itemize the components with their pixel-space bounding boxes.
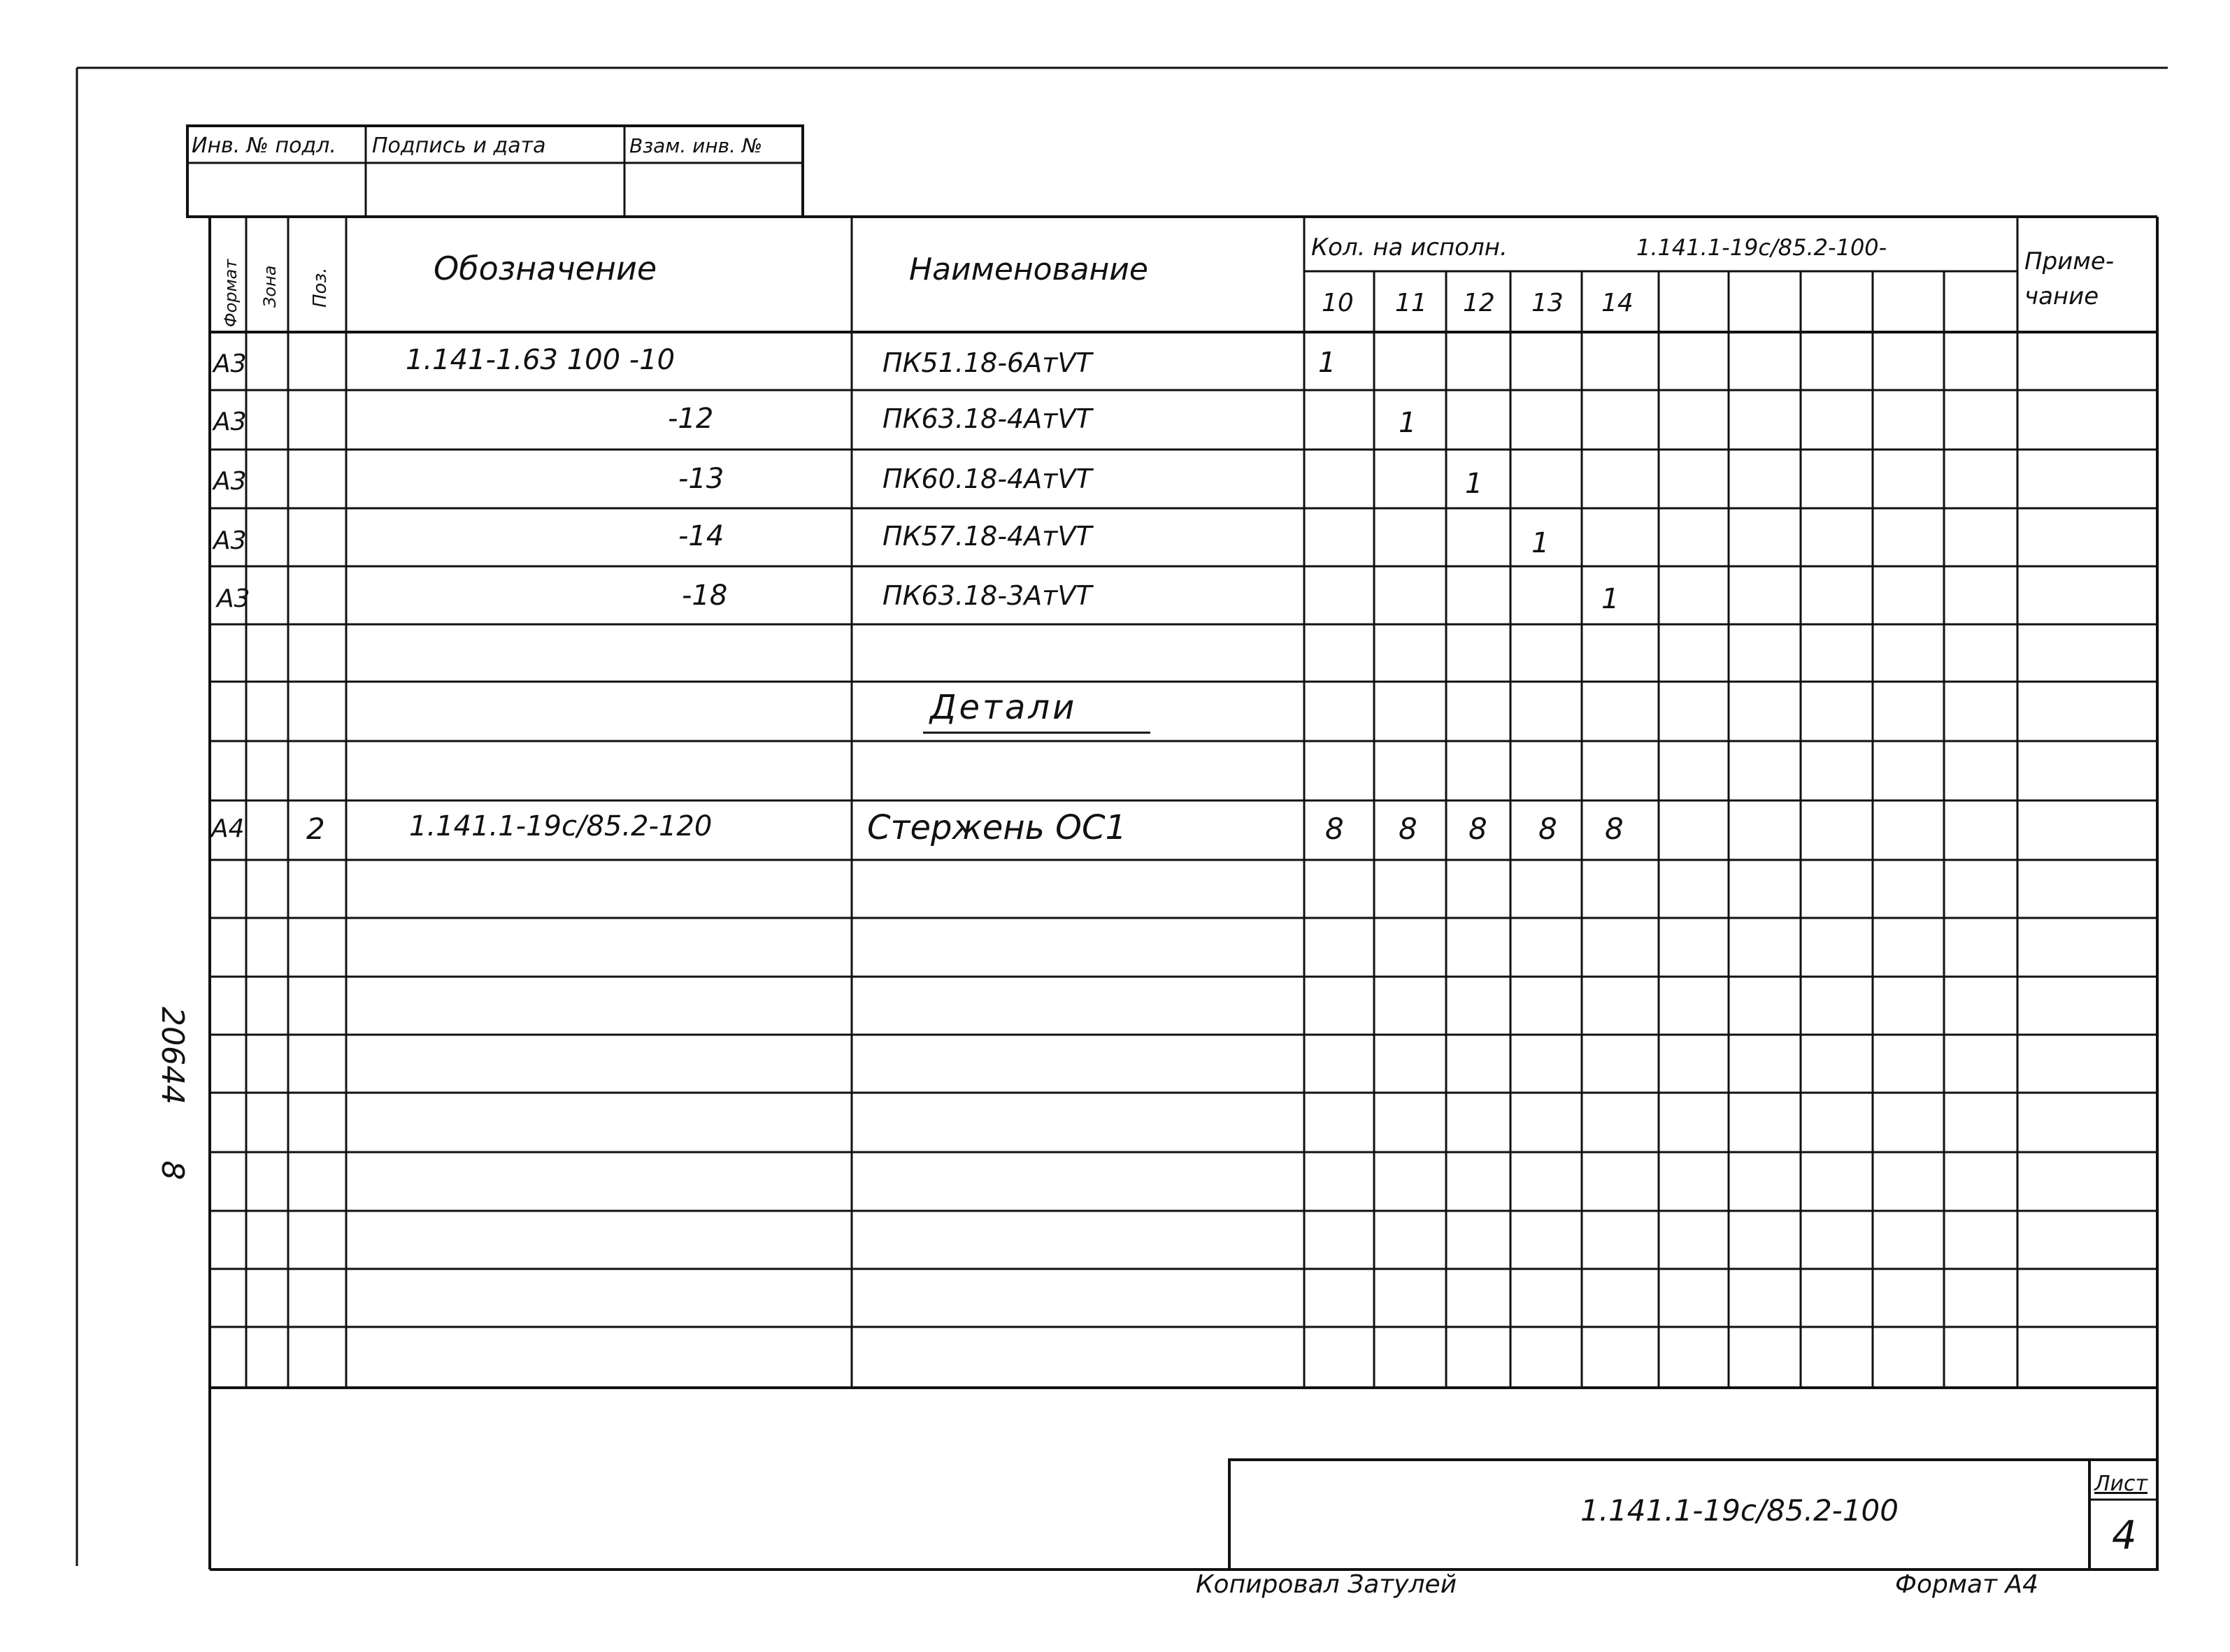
row-designation: 1.141-1.63 100 -10 — [406, 344, 676, 376]
section-title: Детали — [930, 688, 1078, 727]
variant-col-10: 10 — [1322, 289, 1354, 317]
stamp-inv-label: Инв. № подл. — [192, 134, 336, 158]
row-qty: 1 — [1601, 583, 1620, 615]
row-format: А3 — [213, 526, 247, 555]
row-designation: -13 — [678, 463, 724, 495]
row-qty: 1 — [1465, 468, 1483, 500]
row-name: ПК63.18-4АтⅤТ — [882, 403, 1092, 434]
pos-header: Поз. — [310, 267, 331, 308]
zone-header: Зона — [260, 265, 280, 308]
row-designation: -12 — [668, 403, 714, 435]
row-qty: 1 — [1318, 347, 1336, 379]
row-name: ПК51.18-6АтⅤТ — [882, 347, 1092, 378]
part-qty-13: 8 — [1538, 812, 1557, 846]
doc-code: 1.141.1-19с/85.2-100 — [1580, 1493, 1899, 1528]
name-header: Наименование — [909, 252, 1148, 287]
variant-col-11: 11 — [1395, 289, 1427, 317]
row-format: А3 — [213, 350, 247, 378]
variant-col-12: 12 — [1463, 289, 1495, 317]
side-number: 20644 — [155, 1007, 190, 1105]
part-pos: 2 — [306, 812, 325, 846]
footer-format: Формат А4 — [1895, 1570, 2039, 1599]
row-designation: -14 — [678, 520, 724, 552]
row-format: А3 — [213, 467, 247, 496]
row-qty: 1 — [1531, 527, 1550, 559]
row-name: ПК57.18-4АтⅤТ — [882, 521, 1092, 552]
qty-header-prefix: Кол. на исполн. — [1311, 234, 1508, 261]
stamp-replace-label: Взам. инв. № — [629, 134, 763, 157]
row-designation: -18 — [682, 580, 728, 612]
part-qty-12: 8 — [1468, 812, 1487, 846]
part-format: А4 — [211, 814, 245, 843]
part-qty-10: 8 — [1325, 812, 1344, 846]
row-name: ПК63.18-3АтⅤТ — [882, 580, 1092, 611]
variant-col-14: 14 — [1601, 289, 1634, 317]
part-qty-14: 8 — [1605, 812, 1624, 846]
note-header-line2: чание — [2024, 282, 2099, 310]
stamp-signature-label: Подпись и дата — [372, 134, 546, 158]
part-designation: 1.141.1-19с/85.2-120 — [409, 810, 713, 842]
row-name: ПК60.18-4АтⅤТ — [882, 464, 1092, 494]
variant-col-13: 13 — [1531, 289, 1564, 317]
part-qty-11: 8 — [1399, 812, 1417, 846]
part-name: Стержень ОС1 — [867, 808, 1127, 847]
qty-header-code: 1.141.1-19с/85.2-100- — [1636, 234, 1887, 261]
format-header: Формат — [221, 259, 241, 327]
side-digit: 8 — [155, 1161, 190, 1180]
row-format: А3 — [217, 584, 250, 613]
designation-header: Обозначение — [434, 250, 657, 287]
sheet-label: Лист — [2094, 1472, 2148, 1496]
footer-copied: Копировал Затулей — [1196, 1570, 1457, 1599]
sheet-number: 4 — [2112, 1513, 2137, 1558]
row-qty: 1 — [1399, 407, 1417, 439]
row-format: А3 — [213, 408, 247, 436]
note-header-line1: Приме- — [2024, 247, 2115, 275]
